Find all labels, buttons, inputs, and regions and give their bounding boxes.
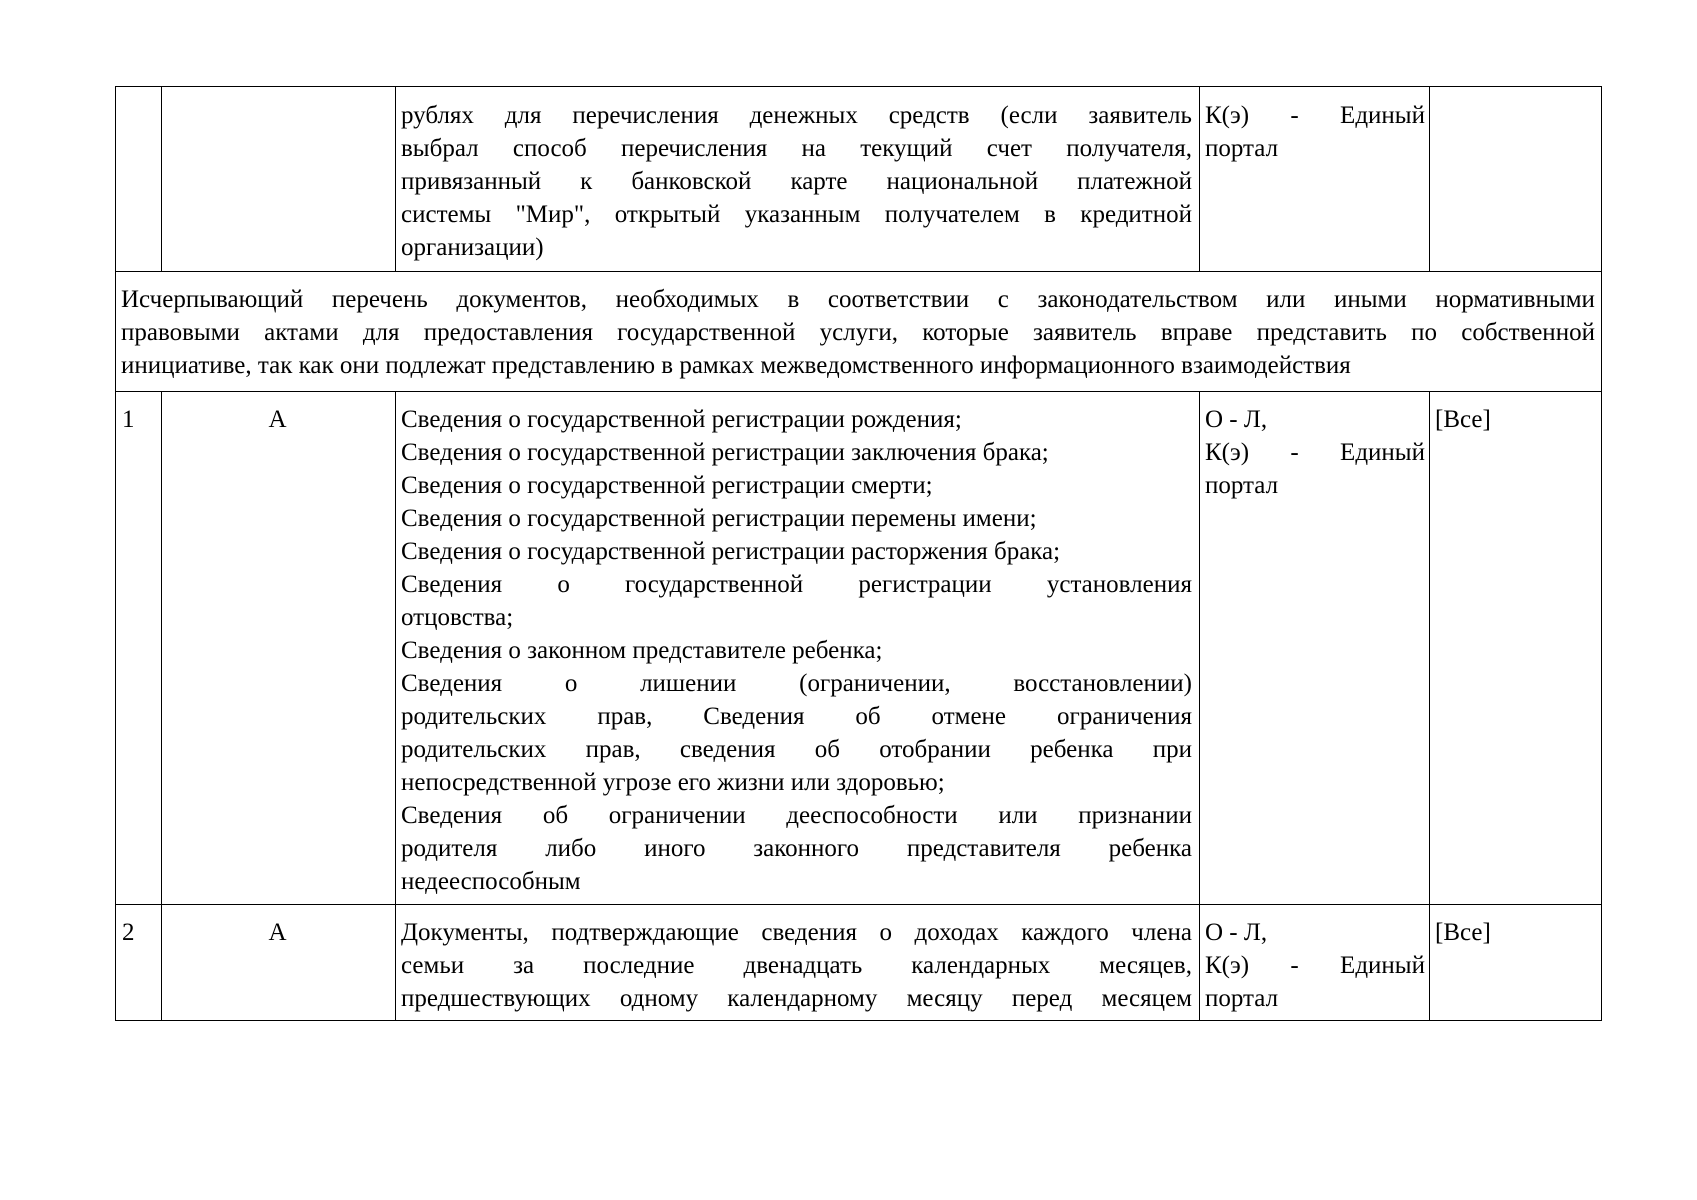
- row-applicants: [Все]: [1435, 406, 1491, 433]
- word: перед: [1011, 985, 1073, 1012]
- word: при: [1152, 736, 1192, 763]
- justified-line: [1205, 99, 1425, 132]
- justified-line: [401, 700, 1192, 733]
- word: о: [879, 919, 892, 946]
- word: "Мир",: [515, 201, 591, 228]
- word: документов,: [456, 286, 587, 313]
- text-line: системы: [401, 201, 492, 228]
- text-line: Сведения: [401, 571, 503, 598]
- row-content: [401, 916, 1192, 1015]
- word: на: [801, 135, 827, 162]
- column-divider: [395, 391, 396, 1021]
- word: (ограничении,: [799, 670, 951, 697]
- word: в: [787, 286, 800, 313]
- row-channel: [1205, 403, 1425, 502]
- word: банковской: [631, 168, 752, 195]
- word: предоставления: [423, 319, 593, 346]
- word: об: [542, 802, 569, 829]
- word: к: [580, 168, 593, 195]
- word: месяцу: [906, 985, 983, 1012]
- justified-line: [401, 799, 1192, 832]
- word: денежных: [749, 102, 858, 129]
- word: собственной: [1461, 319, 1595, 346]
- word: -: [1290, 102, 1299, 129]
- word: восстановлении): [1013, 670, 1192, 697]
- row-divider: [116, 391, 1601, 392]
- word: ограничения: [1056, 703, 1192, 730]
- word: средств: [888, 102, 970, 129]
- word: представителя: [906, 835, 1061, 862]
- word: для: [362, 319, 400, 346]
- text-line: родительских: [401, 703, 547, 730]
- text-line: инициативе, так как они подлежат представлению в рамках межведомственного информационного взаимодействия: [121, 352, 1351, 379]
- word: по: [1411, 319, 1437, 346]
- word: каждого: [1021, 919, 1109, 946]
- word: отобрании: [879, 736, 991, 763]
- word: лишении: [640, 670, 737, 697]
- text-line: рублях: [401, 102, 474, 129]
- justified-line: [121, 283, 1595, 316]
- word: ограничении: [608, 802, 746, 829]
- word: законодательством: [1037, 286, 1238, 313]
- prev-row-channel: [1205, 99, 1425, 165]
- word: подтверждающие: [551, 919, 739, 946]
- word: текущий: [860, 135, 953, 162]
- text-line: Сведения: [401, 802, 503, 829]
- word: карте: [790, 168, 848, 195]
- word: получателя,: [1066, 135, 1192, 162]
- text-line: О - Л,: [1205, 919, 1268, 946]
- text-line: К(э): [1205, 102, 1250, 129]
- word: соответствии: [827, 286, 970, 313]
- word: ребенка: [1108, 835, 1192, 862]
- text-line: организации): [401, 234, 544, 261]
- word: месяцем: [1101, 985, 1192, 1012]
- word: государственной: [617, 319, 796, 346]
- word: календарных: [911, 952, 1051, 979]
- word: прав,: [585, 736, 641, 763]
- text-line: родителя: [401, 835, 498, 862]
- word: или: [1266, 286, 1306, 313]
- column-divider: [1429, 87, 1430, 271]
- text-line: Сведения о государственной регистрации перемены имени;: [401, 505, 1037, 532]
- word: получателем: [884, 201, 1020, 228]
- word: об: [814, 736, 840, 763]
- word: нормативными: [1435, 286, 1595, 313]
- text-line: предшествующих: [401, 985, 591, 1012]
- word: Единый: [1340, 102, 1425, 129]
- text-line: Исчерпывающий: [121, 286, 304, 313]
- text-line: отцовства;: [401, 604, 514, 631]
- word: Единый: [1340, 952, 1425, 979]
- text-line: Сведения о государственной регистрации смерти;: [401, 472, 933, 499]
- text-line: привязанный: [401, 168, 542, 195]
- word: (если: [1000, 102, 1058, 129]
- justified-line: [401, 916, 1192, 949]
- word: -: [1290, 952, 1299, 979]
- row-code: А: [268, 406, 287, 433]
- word: указанным: [744, 201, 861, 228]
- text-line: портал: [1205, 985, 1279, 1012]
- text-line: Сведения о законном представителе ребенка;: [401, 637, 883, 664]
- justified-line: [401, 949, 1192, 982]
- justified-line: [401, 568, 1192, 601]
- word: услуги,: [819, 319, 899, 346]
- word: для: [504, 102, 542, 129]
- word: сведения: [761, 919, 857, 946]
- word: платежной: [1077, 168, 1192, 195]
- word: вправе: [1160, 319, 1233, 346]
- word: за: [513, 952, 535, 979]
- text-line: Сведения: [401, 670, 503, 697]
- word: законного: [753, 835, 860, 862]
- word: Сведения: [703, 703, 805, 730]
- justified-line: [401, 982, 1192, 1015]
- text-line: портал: [1205, 472, 1279, 499]
- justified-line: [121, 316, 1595, 349]
- word: -: [1290, 439, 1299, 466]
- row-divider: [116, 271, 1601, 272]
- word: регистрации: [858, 571, 992, 598]
- text-line: К(э): [1205, 439, 1250, 466]
- text-line: недееспособным: [401, 868, 581, 895]
- justified-line: [1205, 436, 1425, 469]
- word: необходимых: [615, 286, 759, 313]
- column-divider: [1429, 391, 1430, 1021]
- word: счет: [986, 135, 1032, 162]
- word: отмене: [931, 703, 1007, 730]
- word: перечень: [331, 286, 428, 313]
- word: установления: [1046, 571, 1192, 598]
- word: об: [855, 703, 881, 730]
- word: ребенка: [1030, 736, 1114, 763]
- column-divider: [1199, 87, 1200, 271]
- word: месяцев,: [1099, 952, 1192, 979]
- word: признании: [1078, 802, 1192, 829]
- word: двенадцать: [743, 952, 863, 979]
- text-line: выбрал: [401, 135, 479, 162]
- column-divider: [1199, 391, 1200, 1021]
- row-content: [401, 403, 1192, 898]
- word: последние: [583, 952, 695, 979]
- word: календарному: [727, 985, 878, 1012]
- column-divider: [161, 87, 162, 271]
- word: одному: [619, 985, 699, 1012]
- word: открытый: [614, 201, 721, 228]
- row-applicants: [Все]: [1435, 919, 1491, 946]
- row-number: 1: [122, 406, 135, 433]
- word: иными: [1333, 286, 1407, 313]
- word: сведения: [679, 736, 776, 763]
- row-channel: [1205, 916, 1425, 1015]
- word: иного: [644, 835, 706, 862]
- word: в: [1044, 201, 1056, 228]
- word: о: [564, 670, 578, 697]
- word: дееспособности: [786, 802, 958, 829]
- word: члена: [1131, 919, 1192, 946]
- word: Единый: [1340, 439, 1425, 466]
- justified-line: [401, 198, 1192, 231]
- section-header: [121, 283, 1595, 382]
- justified-line: [401, 99, 1192, 132]
- word: о: [557, 571, 570, 598]
- text-line: портал: [1205, 135, 1279, 162]
- word: заявитель: [1088, 102, 1192, 129]
- word: кредитной: [1080, 201, 1192, 228]
- justified-line: [1205, 949, 1425, 982]
- word: перечисления: [620, 135, 768, 162]
- text-line: Сведения о государственной регистрации заключения брака;: [401, 439, 1049, 466]
- text-line: семьи: [401, 952, 465, 979]
- text-line: правовыми: [121, 319, 240, 346]
- prev-row-content: [401, 99, 1192, 264]
- text-line: Сведения о государственной регистрации расторжения брака;: [401, 538, 1061, 565]
- word: или: [998, 802, 1038, 829]
- word: перечисления: [572, 102, 719, 129]
- text-line: непосредственной угрозе его жизни или здоровью;: [401, 769, 945, 796]
- word: способ: [512, 135, 587, 162]
- column-divider: [395, 87, 396, 271]
- word: государственной: [625, 571, 804, 598]
- text-line: родительских: [401, 736, 547, 763]
- justified-line: [401, 832, 1192, 865]
- row-number: 2: [122, 919, 135, 946]
- word: доходах: [914, 919, 999, 946]
- row-code: А: [268, 919, 287, 946]
- word: либо: [545, 835, 597, 862]
- word: представить: [1256, 319, 1387, 346]
- justified-line: [401, 132, 1192, 165]
- row-divider: [116, 904, 1601, 905]
- word: с: [997, 286, 1009, 313]
- justified-line: [401, 667, 1192, 700]
- word: которые: [922, 319, 1009, 346]
- word: прав,: [597, 703, 653, 730]
- word: заявитель: [1033, 319, 1137, 346]
- justified-line: [401, 733, 1192, 766]
- text-line: Документы,: [401, 919, 529, 946]
- justified-line: [401, 165, 1192, 198]
- word: национальной: [886, 168, 1039, 195]
- text-line: О - Л,: [1205, 406, 1268, 433]
- text-line: К(э): [1205, 952, 1250, 979]
- word: актами: [264, 319, 339, 346]
- text-line: Сведения о государственной регистрации рождения;: [401, 406, 962, 433]
